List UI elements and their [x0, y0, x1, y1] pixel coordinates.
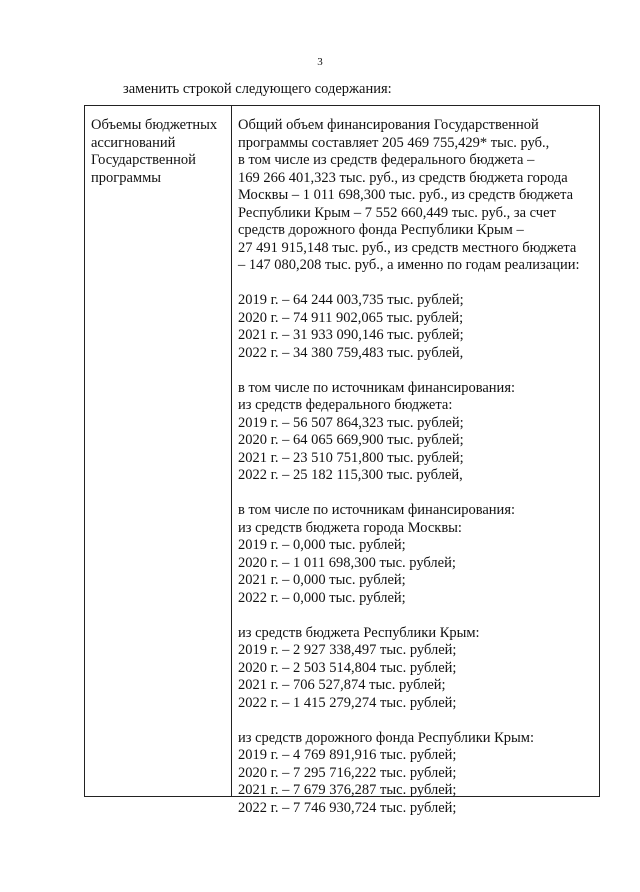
funding-text-line: в том числе по источникам финансирования:: [238, 502, 516, 518]
funding-text-line: Общий объем финансирования Государственной: [238, 117, 539, 133]
funding-text-line: из средств федерального бюджета:: [238, 397, 453, 413]
funding-text-line: – 147 080,208 тыс. руб., а именно по годам реализации:: [238, 257, 580, 273]
funding-text-line: 2021 г. – 31 933 090,146 тыс. рублей;: [238, 327, 464, 343]
funding-text-line: 2021 г. – 7 679 376,287 тыс. рублей;: [238, 782, 457, 798]
funding-text-line: 2019 г. – 56 507 864,323 тыс. рублей;: [238, 414, 464, 431]
funding-text-line: 2019 г. – 64 244 003,735 тыс. рублей;: [238, 292, 464, 308]
funding-text-line: 2021 г. – 706 527,874 тыс. рублей;: [238, 677, 446, 693]
left-cell-line: ассигнований: [91, 134, 176, 151]
funding-text-line: 2021 г. – 0,000 тыс. рублей;: [238, 572, 406, 588]
left-cell-line: программы: [91, 169, 161, 186]
funding-text-line: из средств дорожного фонда Республики Крым:: [238, 729, 534, 746]
left-cell-line: Объемы бюджетных: [91, 117, 218, 133]
funding-text-line: в том числе из средств федерального бюджета –: [238, 152, 535, 168]
funding-text-line: в том числе по источникам финансирования:: [238, 379, 516, 396]
page-number: 3: [317, 56, 323, 68]
funding-text-line: 2021 г. – 23 510 751,800 тыс. рублей;: [238, 449, 464, 466]
funding-text-line: 2020 г. – 1 011 698,300 тыс. рублей;: [238, 554, 456, 571]
funding-text-line: 2020 г. – 74 911 902,065 тыс. рублей;: [238, 309, 464, 326]
funding-text-line: из средств бюджета города Москвы:: [238, 519, 462, 536]
funding-text-line: Республики Крым – 7 552 660,449 тыс. руб., за счет: [238, 204, 556, 221]
funding-text-line: 2022 г. – 34 380 759,483 тыс. рублей,: [238, 344, 464, 361]
budget-table: [84, 105, 600, 816]
blank-line: [238, 607, 595, 625]
blank-line: [238, 485, 595, 503]
funding-text-line: из средств бюджета Республики Крым:: [238, 624, 480, 641]
funding-text-line: 2022 г. – 0,000 тыс. рублей;: [238, 589, 406, 606]
intro-text: заменить строкой следующего содержания:: [123, 81, 392, 97]
funding-text-line: средств дорожного фонда Республики Крым –: [238, 222, 524, 238]
funding-text-line: 2020 г. – 64 065 669,900 тыс. рублей;: [238, 432, 464, 448]
left-cell-line: Государственной: [91, 152, 196, 168]
blank-line: [238, 712, 595, 730]
blank-line: [238, 275, 595, 293]
funding-text-line: 2022 г. – 1 415 279,274 тыс. рублей;: [238, 694, 457, 711]
funding-text-line: 2019 г. – 4 769 891,916 тыс. рублей;: [238, 747, 457, 763]
funding-text-line: 2020 г. – 7 295 716,222 тыс. рублей;: [238, 764, 457, 781]
funding-text-line: Москвы – 1 011 698,300 тыс. руб., из средств бюджета: [238, 187, 574, 203]
funding-text-line: 2020 г. – 2 503 514,804 тыс. рублей;: [238, 659, 457, 676]
funding-text-line: 2019 г. – 0,000 тыс. рублей;: [238, 537, 406, 553]
table-left-cell: [85, 106, 232, 796]
funding-text-line: 2022 г. – 25 182 115,300 тыс. рублей,: [238, 467, 463, 483]
funding-text-line: 27 491 915,148 тыс. руб., из средств местного бюджета: [238, 239, 577, 256]
funding-text-line: программы составляет 205 469 755,429* тыс. руб.,: [238, 134, 550, 151]
blank-line: [238, 362, 595, 380]
table-right-cell: [232, 106, 599, 816]
funding-text-line: 2022 г. – 7 746 930,724 тыс. рублей;: [238, 799, 457, 816]
funding-text-line: 2019 г. – 2 927 338,497 тыс. рублей;: [238, 642, 457, 658]
funding-text-line: 169 266 401,323 тыс. руб., из средств бюджета города: [238, 169, 568, 186]
